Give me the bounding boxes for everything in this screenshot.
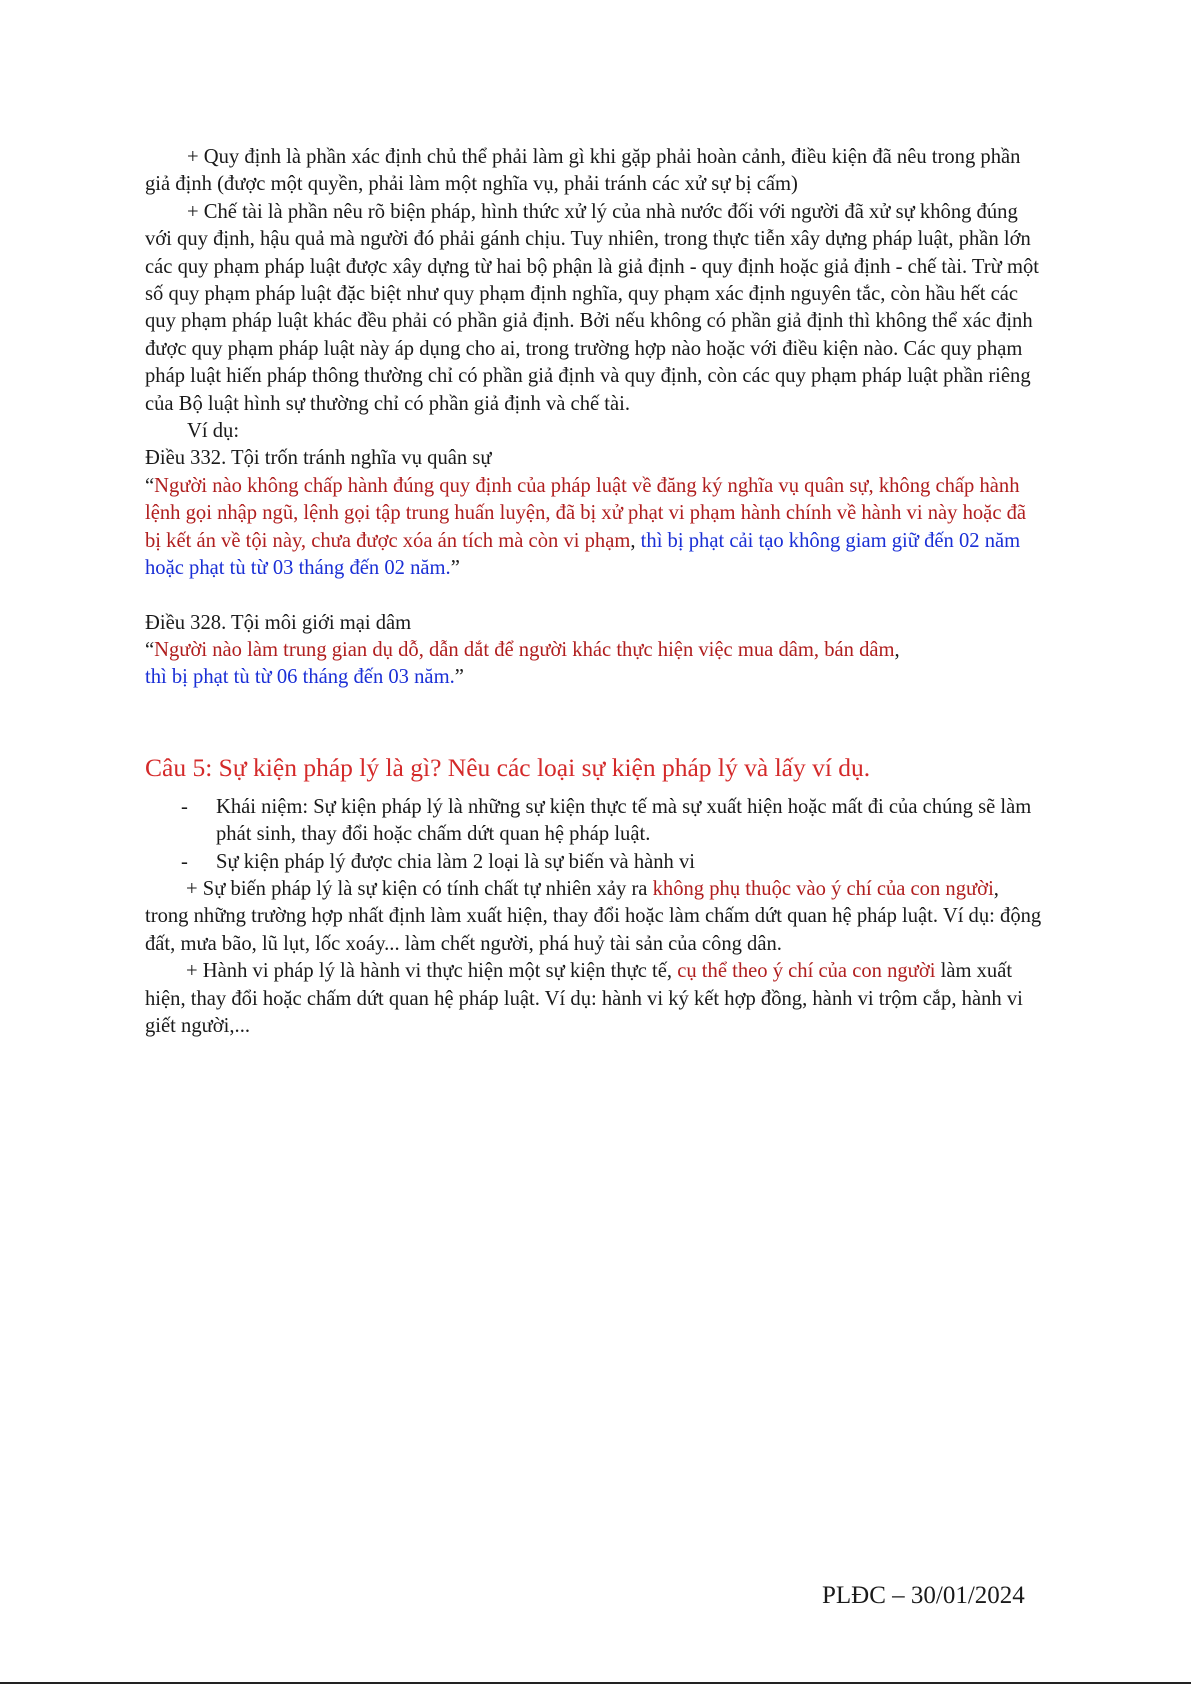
article-328-title: Điều 328. Tội môi giới mại dâm xyxy=(145,611,412,634)
article-332-sanction: thì bị phạt cải tạo không giam giữ đến 02 năm hoặc phạt tù từ 03 tháng đến 02 năm. xyxy=(145,529,1021,580)
act-prefix: + Hành vi pháp lý là hành vi thực hiện một sự kiện thực tế, xyxy=(186,960,678,983)
question-5-heading: Câu 5: Sự kiện pháp lý là gì? Nêu các loại sự kiện pháp lý và lấy ví dụ. xyxy=(145,752,871,782)
paragraph-hanh-vi xyxy=(145,958,1045,1040)
comma: , xyxy=(630,529,641,552)
open-quote: “ xyxy=(145,474,155,497)
article-332-hypothesis: Người nào không chấp hành đúng quy định của pháp luật về đăng ký nghĩa vụ quân sự, không chấp hành lệnh gọi nhập ngũ, lệnh gọi tập trung huấn luyện, đã bị xử phạt vi phạm hành chính về hành vi này hoặc đã bị kết án về tội này, chưa được xóa án tích mà còn vi phạm xyxy=(145,474,1027,552)
open-quote: “ xyxy=(145,638,155,661)
bullet-dash: - xyxy=(181,795,188,818)
bullet-concept: Khái niệm: Sự kiện pháp lý là những sự kiện thực tế mà sự xuất hiện hoặc mất đi của chúng sẽ làm phát sinh, thay đổi hoặc chấm dứt quan hệ pháp luật. xyxy=(216,795,1032,846)
comma: , xyxy=(894,638,900,661)
spacer xyxy=(145,692,1045,752)
article-328-quote xyxy=(145,637,1045,692)
page-bottom-divider xyxy=(0,1682,1191,1684)
article-328-sanction: thì bị phạt tù từ 06 tháng đến 03 năm. xyxy=(145,666,455,689)
article-328-hypothesis: Người nào làm trung gian dụ dỗ, dẫn dắt để người khác thực hiện việc mua dâm, bán dâm xyxy=(154,638,895,661)
list-item xyxy=(145,849,1045,876)
article-332-quote xyxy=(145,473,1045,583)
event-suffix: , trong những trường hợp nhất định làm xuất hiện, thay đổi hoặc làm chấm dứt quan hệ pháp luật. Ví dụ: động đất, mưa bão, lũ lụt, lốc xoáy... làm chết người, phá huỷ tài sản của công dân. xyxy=(145,877,1042,955)
close-quote: ” xyxy=(450,557,460,580)
event-highlight: không phụ thuộc vào ý chí của con người xyxy=(652,877,994,900)
event-prefix: + Sự biến pháp lý là sự kiện có tính chất tự nhiên xảy ra xyxy=(186,877,653,900)
article-332-title: Điều 332. Tội trốn tránh nghĩa vụ quân sự xyxy=(145,447,492,470)
page-footer: PLĐC – 30/01/2024 xyxy=(822,1582,1025,1609)
act-highlight: cụ thể theo ý chí của con người xyxy=(677,960,936,983)
paragraph-su-bien xyxy=(145,876,1045,958)
bullet-list xyxy=(145,794,1045,876)
bullet-types: Sự kiện pháp lý được chia làm 2 loại là sự biến và hành vi xyxy=(216,850,696,873)
bullet-dash: - xyxy=(181,850,188,873)
close-quote: ” xyxy=(454,666,464,689)
example-label: Ví dụ: xyxy=(187,420,240,443)
act-suffix: làm xuất hiện, thay đổi hoặc chấm dứt quan hệ pháp luật. Ví dụ: hành vi ký kết hợp đồng, hành vi trộm cắp, hành vi giết người,... xyxy=(145,960,1023,1037)
paragraph-quy-dinh: + Quy định là phần xác định chủ thể phải làm gì khi gặp phải hoàn cảnh, điều kiện đã nêu trong phần giả định (được một quyền, phải làm một nghĩa vụ, phải tránh các xử sự bị cấm) xyxy=(145,146,1021,196)
paragraph-che-tai: + Chế tài là phần nêu rõ biện pháp, hình thức xử lý của nhà nước đối với người đã xử sự không đúng với quy định, hậu quả mà người đó phải gánh chịu. Tuy nhiên, trong thực tiễn xây dựng pháp luật, phần lớn các quy phạm pháp luật được xây dựng từ hai bộ phận là giả định - quy định hoặc giả định - chế tài. Trừ một số quy phạm pháp luật đặc biệt như quy phạm định nghĩa, quy phạm xác định nguyên tắc, còn hầu hết các quy phạm pháp luật khác đều phải có phần giả định. Bởi nếu không có phần giả định thì không thể xác định được quy phạm pháp luật này áp dụng cho ai, trong trường hợp nào hoặc với điều kiện nào. Các quy phạm pháp luật hiến pháp thông thường chỉ có phần giả định và quy định, còn các quy phạm pháp luật phần riêng của Bộ luật hình sự thường chỉ có phần giả định và chế tài. xyxy=(145,200,1039,415)
document-body xyxy=(145,144,1045,1040)
spacer xyxy=(145,583,1045,610)
list-item xyxy=(145,794,1045,849)
